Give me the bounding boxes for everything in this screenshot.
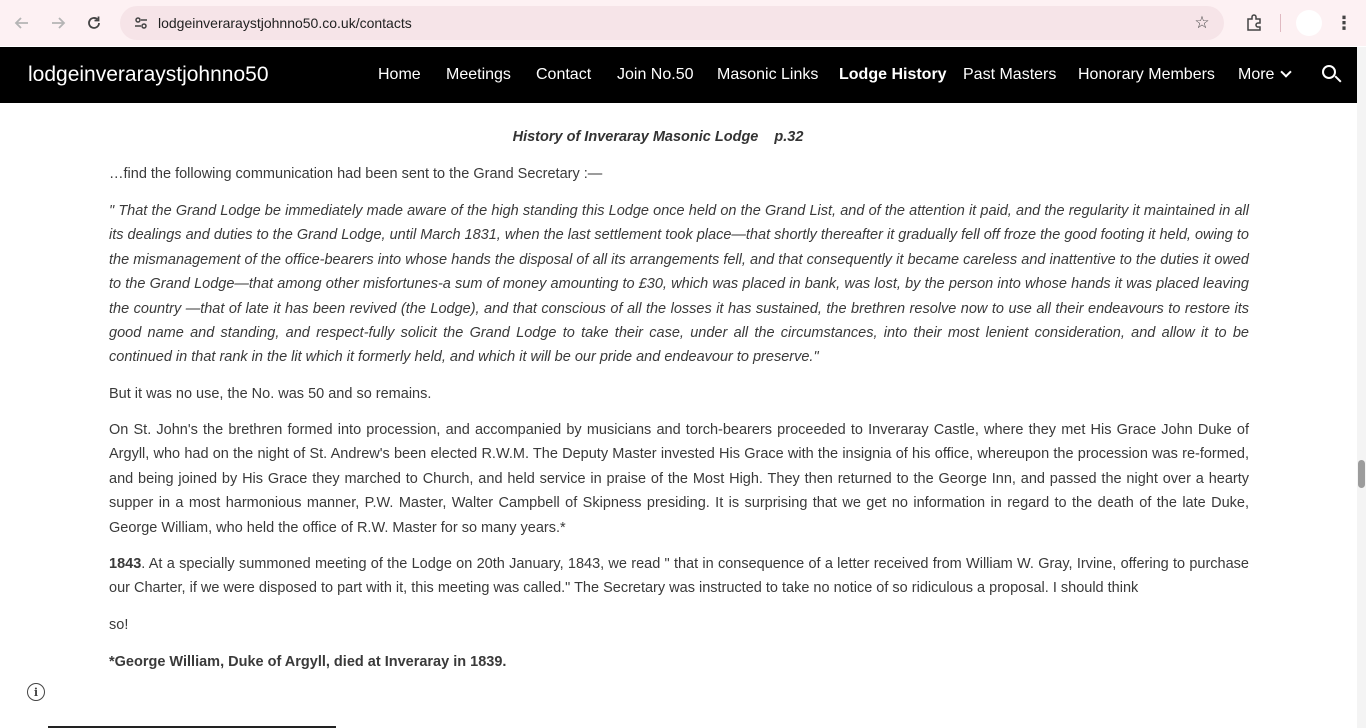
profile-avatar[interactable] bbox=[1296, 10, 1322, 36]
nav-more-label: More bbox=[1238, 66, 1275, 83]
menu-kebab-icon[interactable]: ⋮ bbox=[1335, 12, 1353, 33]
browser-toolbar bbox=[0, 0, 1366, 46]
nav-item-lodge-history[interactable]: Lodge History bbox=[839, 66, 947, 83]
url-text[interactable]: lodgeinveraraystjohnno50.co.uk/contacts bbox=[158, 15, 412, 31]
nav-item-contact[interactable]: Contact bbox=[536, 66, 592, 83]
no-use-paragraph: But it was no use, the No. was 50 and so remains. bbox=[109, 386, 432, 402]
quote-paragraph: " That the Grand Lodge be immediately made aware of the high standing this Lodge once held on the Grand List, and of the attention it paid, and the regularity it maintained in all its dealings and duties to the Grand Lodge, until March 1831, when the last settlement took place—that shortly thereafter it gradually fell off froze the good footing it held, owing to the mismanagement of the office-bearers into whose hands the disposal of all its arrangements fell, and that consequently it became careless and inattentive to the duties it owed to the Grand Lodge—that among other misfortunes-a sum of money amounting to £30, which was placed in bank, was lost, by the person into whose hands it was placed leaving the country —that of late it has been revived (the Lodge), and that conscious of all the losses it has sustained, the brethren resolve now to use all their endeavours to restore its good name and standing, and respect-fully solicit the Grand Lodge to take their case, under all the circumstances, into their most lenient consideration, and allow it to be continued in that rank in the lit which it formerly held, and which it will be our pride and endeavour to preserve." bbox=[109, 203, 1249, 366]
toolbar-divider bbox=[1280, 14, 1281, 32]
paragraph-1843 bbox=[109, 552, 1249, 601]
page-scrollbar[interactable] bbox=[1357, 47, 1366, 728]
info-icon[interactable]: i bbox=[27, 683, 45, 701]
site-info-icon[interactable] bbox=[126, 15, 156, 31]
nav-item-honorary-members[interactable]: Honorary Members bbox=[1078, 66, 1215, 83]
search-icon[interactable] bbox=[1322, 65, 1342, 85]
page-number: p.32 bbox=[774, 129, 804, 145]
nav-item-more[interactable] bbox=[1238, 66, 1290, 84]
back-arrow-icon[interactable] bbox=[4, 5, 40, 41]
nav-item-join[interactable]: Join No.50 bbox=[617, 66, 694, 83]
nav-item-past-masters[interactable]: Past Masters bbox=[963, 66, 1057, 83]
bookmark-star-icon[interactable]: ☆ bbox=[1194, 13, 1210, 32]
scrollbar-thumb[interactable] bbox=[1358, 460, 1365, 488]
so-paragraph: so! bbox=[109, 617, 129, 633]
chevron-down-icon bbox=[1281, 66, 1292, 77]
site-title[interactable]: lodgeinveraraystjohnno50 bbox=[28, 63, 269, 86]
nav-item-meetings[interactable]: Meetings bbox=[446, 66, 511, 83]
nav-item-home[interactable]: Home bbox=[378, 66, 421, 83]
forward-arrow-icon[interactable] bbox=[40, 5, 76, 41]
site-header bbox=[0, 47, 1357, 103]
st-johns-paragraph: On St. John's the brethren formed into procession, and accompanied by musicians and torch-bearers proceeded to Inveraray Castle, where they met His Grace John Duke of Argyll, who had on the night of St. Andrew's been elected R.W.M. The Deputy Master invested His Grace with the insignia of his office, whereupon the procession was re-formed, and being joined by His Grace they marched to Church, and held service in praise of the Most High. They then returned to the George Inn, and passed the night over a hearty supper in a most harmonious manner, P.W. Master, Walter Campbell of Skipness presiding. It is surprising that we get no information in regard to the death of the late Duke, George William, who held the office of R.W. Master for so many years.* bbox=[109, 422, 1249, 536]
page-heading bbox=[109, 129, 1207, 145]
intro-paragraph: …find the following communication had been sent to the Grand Secretary :— bbox=[109, 166, 603, 182]
nav-item-masonic-links[interactable]: Masonic Links bbox=[717, 66, 819, 83]
extensions-icon[interactable] bbox=[1240, 9, 1268, 37]
footnote: *George William, Duke of Argyll, died at Inveraray in 1839. bbox=[109, 654, 507, 670]
heading-text: History of Inveraray Masonic Lodge bbox=[512, 129, 759, 145]
reload-icon[interactable] bbox=[76, 5, 112, 41]
year-1843: 1843 bbox=[109, 556, 142, 572]
paragraph-1843-text: . At a specially summoned meeting of the Lodge on 20th January, 1843, we read " that in consequence of a letter received from William W. Gray, Irvine, offering to purchase our Charter, if we were disposed to part with it, this meeting was called." The Secretary was instructed to take no notice of so ridiculous a proposal. I should think bbox=[109, 556, 1249, 597]
address-bar[interactable] bbox=[120, 6, 1224, 40]
